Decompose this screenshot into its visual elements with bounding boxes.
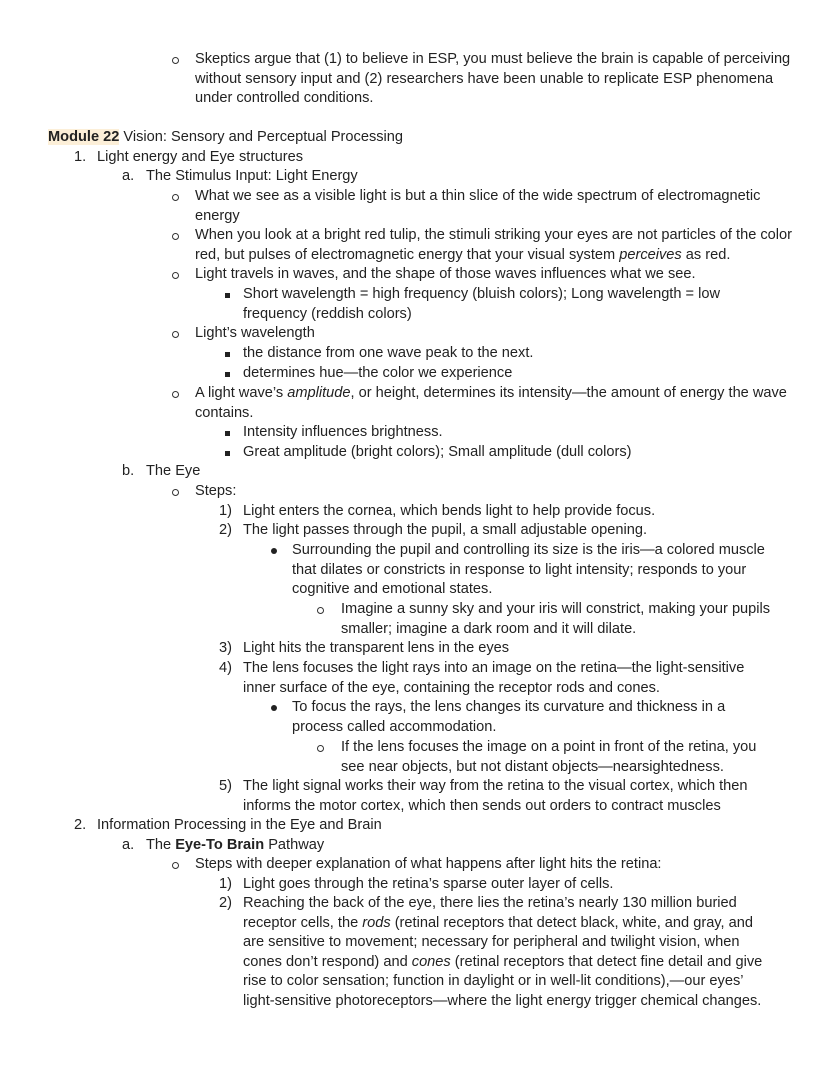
module-heading	[48, 128, 748, 148]
bullet-accommodation: To focus the rays, the lens changes its curvature and thickness in a process called accommodation.	[292, 699, 726, 735]
bullet-amplitude	[195, 384, 795, 423]
hollow-bullet-icon	[172, 194, 179, 201]
hollow-bullet-icon	[172, 57, 179, 64]
square-bullet-icon	[225, 372, 230, 377]
section-1-number: 1.	[74, 149, 87, 165]
bullet-deeper-explanation: Steps with deeper explanation of what happens after light hits the retina:	[195, 856, 662, 872]
bullet-nearsightedness: If the lens focuses the image on a point in front of the retina, you see near objects, but not distant objects—nearsightedness.	[341, 739, 757, 775]
amplitude-emphasis: amplitude	[287, 385, 351, 401]
square-bullet-icon	[225, 293, 230, 298]
step-rods-cones-text-3: (retinal receptors that detect fine detail and give rise to color sensation; function in daylight or in well-lit conditions),—our eyes’ light-sensitive photoreceptors—where the light energy trigger chemical changes.	[243, 953, 763, 1009]
step-rods-cones-text-2: (retinal receptors that detect black, white, and gray, and are sensitive to movement; necessary for peripheral and twilight vision, when cones don’t respond) and	[243, 914, 753, 970]
cones-emphasis: cones	[411, 953, 451, 970]
subsection-1b-letter: b.	[122, 463, 135, 479]
hollow-bullet-icon	[317, 745, 324, 752]
hollow-bullet-icon	[172, 331, 179, 338]
step-number: 2)	[219, 895, 232, 911]
hollow-bullet-icon	[172, 233, 179, 240]
bullet-sunny-sky: Imagine a sunny sky and your iris will constrict, making your pupils smaller; imagine a dark room and it will dilate.	[341, 601, 771, 637]
bullet-light-waves: Light travels in waves, and the shape of those waves influences what we see.	[195, 266, 696, 282]
bullet-red-tulip-end: as red.	[681, 246, 731, 263]
bullet-lights-wavelength: Light’s wavelength	[195, 325, 315, 341]
section-1-title: Light energy and Eye structures	[97, 149, 304, 165]
bullet-iris: Surrounding the pupil and controlling its size is the iris—a colored muscle that dilates or constricts in response to light intensity; responds to your cognitive and emotional states.	[292, 542, 765, 598]
dot-bullet-icon	[271, 705, 277, 711]
subsection-1a-title: The Stimulus Input: Light Energy	[146, 168, 358, 184]
bullet-visible-light: What we see as a visible light is but a thin slice of the wide spectrum of electromagnetic energy	[195, 188, 761, 224]
subsection-2a-title-post: Pathway	[264, 837, 325, 853]
section-2-title: Information Processing in the Eye and Brain	[97, 817, 382, 833]
step-lens: Light hits the transparent lens in the eyes	[243, 640, 510, 656]
step-retina: The lens focuses the light rays into an image on the retina—the light-sensitive inner surface of the eye, containing the receptor rods and cones.	[243, 660, 745, 696]
subsection-2a-title-pre: The	[146, 837, 176, 853]
bullet-wavelength-frequency: Short wavelength = high frequency (bluish colors); Long wavelength = low frequency (reddish colors)	[243, 286, 721, 322]
bullet-wave-peak: the distance from one wave peak to the next.	[243, 345, 534, 361]
subsection-2a-letter: a.	[122, 837, 135, 853]
module-label: Module 22	[48, 129, 120, 145]
module-title: Vision: Sensory and Perceptual Processing	[119, 129, 404, 145]
step-number: 3)	[219, 640, 232, 656]
section-2-number: 2.	[74, 817, 87, 833]
bullet-red-tulip-text: When you look at a bright red tulip, the stimuli striking your eyes are not particles of the color red, but pulses of electromagnetic energy that your visual system	[195, 227, 793, 263]
hollow-bullet-icon	[172, 862, 179, 869]
step-number: 1)	[219, 503, 232, 519]
rods-emphasis: rods	[362, 914, 391, 931]
bullet-intensity: Intensity influences brightness.	[243, 424, 443, 440]
step-sparse-layer: Light goes through the retina’s sparse outer layer of cells.	[243, 876, 614, 892]
bullet-red-tulip	[195, 226, 795, 265]
subsection-1b-title: The Eye	[146, 463, 201, 479]
bullet-amplitude-text: A light wave’s	[195, 385, 288, 401]
step-number: 1)	[219, 876, 232, 892]
step-number: 2)	[219, 522, 232, 538]
step-visual-cortex: The light signal works their way from the retina to the visual cortex, which then informs the motor cortex, which then sends out orders to contract muscles	[243, 778, 748, 814]
step-cornea: Light enters the cornea, which bends light to help provide focus.	[243, 503, 656, 519]
subsection-1a-letter: a.	[122, 168, 135, 184]
subsection-2a-title	[146, 836, 746, 856]
square-bullet-icon	[225, 431, 230, 436]
step-number: 5)	[219, 778, 232, 794]
skeptics-text: Skeptics argue that (1) to believe in ESP, you must believe the brain is capable of perceiving without sensory input and (2) researchers have been unable to replicate ESP phenomena under controlled conditions.	[195, 51, 791, 107]
bullet-great-amplitude: Great amplitude (bright colors); Small amplitude (dull colors)	[243, 444, 632, 460]
perceives-emphasis: perceives	[619, 246, 682, 263]
step-rods-cones-text-1: Reaching the back of the eye, there lies the retina’s nearly 130 million buried receptor cells, the	[243, 895, 737, 931]
steps-label: Steps:	[195, 483, 237, 499]
dot-bullet-icon	[271, 548, 277, 554]
step-pupil: The light passes through the pupil, a small adjustable opening.	[243, 522, 648, 538]
square-bullet-icon	[225, 352, 230, 357]
hollow-bullet-icon	[172, 391, 179, 398]
hollow-bullet-icon	[172, 489, 179, 496]
square-bullet-icon	[225, 451, 230, 456]
bullet-hue: determines hue—the color we experience	[243, 365, 513, 381]
hollow-bullet-icon	[172, 272, 179, 279]
step-rods-cones	[243, 894, 776, 1012]
hollow-bullet-icon	[317, 607, 324, 614]
bullet-amplitude-end: , or height, determines its intensity—the amount of energy the wave contains.	[195, 385, 787, 421]
step-number: 4)	[219, 660, 232, 676]
eye-to-brain-bold: Eye-To Brain	[175, 837, 265, 853]
